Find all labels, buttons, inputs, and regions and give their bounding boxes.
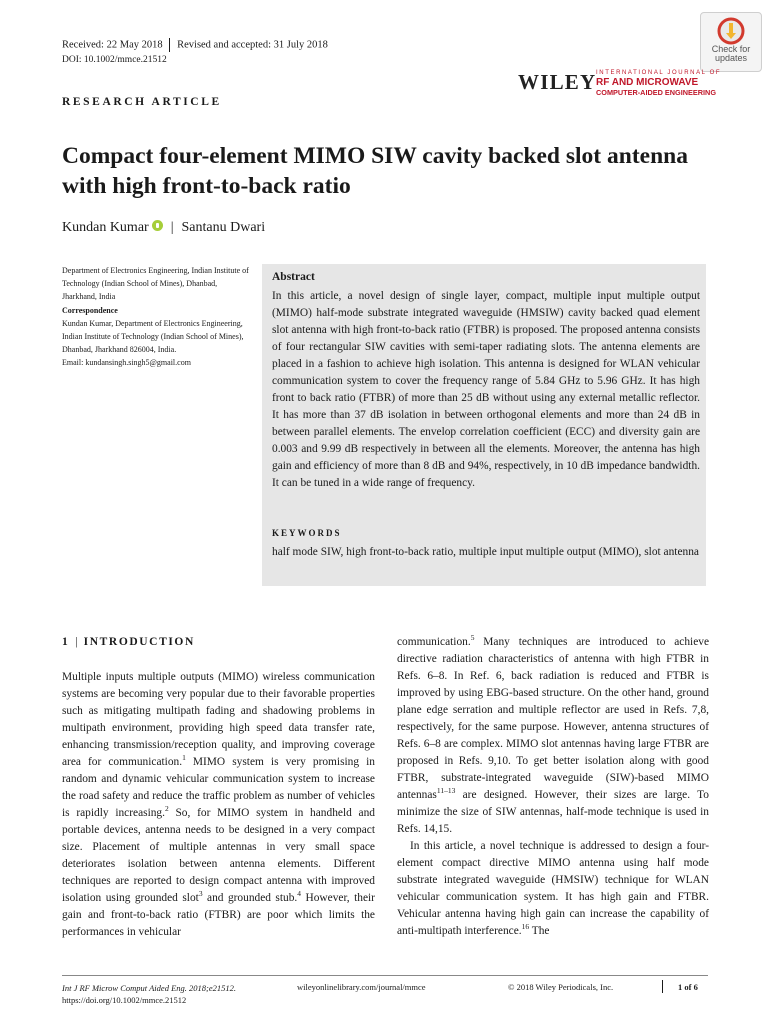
paragraph-text: Multiple inputs multiple outputs (MIMO) wireless communication systems are becoming very popular due to their favorable properties such as mitigating multipath fading and shadowing problems in multipath environment, providing high speed data transfer rate, enhancing transmission/reception quality, and improving coverage area for communication. <box>62 671 375 768</box>
paragraph-text: communication. <box>397 636 471 648</box>
citation-ref[interactable]: 11–13 <box>436 786 456 796</box>
paragraph-text: So, for MIMO system in handheld and portable devices, antenna needs to be designed in a very compact size. Placement of multiple antennas in very small space deteriorates isolation between antenna elements. Different techniques are reported to design compact antenna with improved isolation using grounded slot <box>62 807 375 904</box>
footer-citation-journal: Int J RF Microw Comput Aided Eng. 2018;e21512. <box>62 983 236 993</box>
citation-ref[interactable]: 2 <box>164 804 169 814</box>
citation-ref[interactable]: 5 <box>470 633 475 643</box>
page-number: 1 of 6 <box>678 982 698 992</box>
footer-copyright: © 2018 Wiley Periodicals, Inc. <box>508 982 614 992</box>
footer-divider <box>662 980 663 993</box>
article-dates <box>62 38 328 52</box>
footer-citation <box>62 982 236 1006</box>
citation-ref[interactable]: 3 <box>198 889 203 899</box>
paragraph-text: Many techniques are introduced to achieve directive radiation characteristics of antenna with high FTBR in Refs. 6–8. In Ref. 6, back radiation is reduced and FTBR is improved by using EBG-based structure. On the other hand, ground plane edge serration and multiple reflector are used in Refs. 7,8, respectively, for the same purpose. However, antenna structures of Refs. 6–8 are complex. MIMO slot antennas having large FTBR are proposed in Refs. 9,10. To get better isolation along with good FTBR, substrate-integrated waveguide (SIW)-based MIMO antennas <box>397 636 709 801</box>
abstract-text: In this article, a novel design of single layer, compact, multiple input multiple output (MIMO) half-mode substrate integrated waveguide (HMSIW) cavity backed quad element slot antenna with high front-to-back ratio (FTBR) is proposed. The proposed antenna consists of four rectangular SIW cavities with semi-taper radiating slots. The antenna elements are placed in a fashion to achieve high isolation. This antenna is designed for WLAN vehicular communication system to cover the frequency range of 5.84 GHz to 5.96 GHz. It has high front to back ratio (FTBR) of more than 25 dB without using any external metallic reflector. It has more than 37 dB isolation in between orthogonal elements and more than 24 dB in between parallel elements. The envelop correlation coefficient (ECC) and diversity gain are 0.003 and 9.99 dB respectively in between all the elements. Moreover, the antenna has high gain and efficiency of more than 8 dB and 94%, respectively, in 10 dB impedance bandwidth. It can be tuned in a wide range of frequency. <box>272 290 700 489</box>
paragraph-text: MIMO system is very promising in random and dynamic vehicular communication system to increase the road safety and reduce the traffic problem as number of vehicles is rapidly increasing. <box>62 756 375 819</box>
affiliation-column <box>62 264 252 369</box>
section-heading <box>62 636 195 648</box>
orcid-icon[interactable] <box>152 220 163 231</box>
footer-website[interactable]: wileyonlinelibrary.com/journal/mmce <box>297 982 426 992</box>
check-updates-label-1: Check for <box>711 44 751 54</box>
abstract-heading: Abstract <box>272 271 315 283</box>
body-column-right <box>397 634 709 940</box>
correspondence-email[interactable]: Email: kundansingh.singh5@gmail.com <box>62 358 191 367</box>
journal-name-line1: INTERNATIONAL JOURNAL OF <box>596 70 722 76</box>
section-title: INTRODUCTION <box>83 636 195 648</box>
affiliation-department: Department of Electronics Engineering, Indian Institute of Technology (Indian School of Mines), Dhanbad, Jharkhand, India <box>62 266 249 301</box>
check-updates-label-2: updates <box>714 53 748 63</box>
author-name[interactable]: Kundan Kumar <box>62 220 149 235</box>
keywords-text: half mode SIW, high front-to-back ratio, multiple input multiple output (MIMO), slot antenna <box>272 546 699 558</box>
correspondence-address: Kundan Kumar, Department of Electronics Engineering, Indian Institute of Technology (Indian School of Mines), Dhanbad, Jharkhand 826004, India. <box>62 319 244 354</box>
journal-name-line3: COMPUTER-AIDED ENGINEERING <box>596 88 716 97</box>
publisher-logo: WILEY <box>518 70 597 94</box>
paragraph-text: and grounded stub. <box>202 892 298 904</box>
paragraph-text: are designed. However, their sizes are large. To minimize the size of SIW antennas, half-mode technique is used in Refs. 14,15. <box>397 789 709 835</box>
paragraph-text: The <box>529 925 550 937</box>
paragraph <box>62 669 375 941</box>
citation-ref[interactable]: 1 <box>182 753 186 763</box>
footer-rule <box>62 975 708 976</box>
article-type: RESEARCH ARTICLE <box>62 96 222 108</box>
section-number: 1 <box>62 636 70 648</box>
body-column-left <box>62 669 375 941</box>
journal-name-line2: RF AND MICROWAVE <box>596 77 699 88</box>
correspondence-heading: Correspondence <box>62 306 118 315</box>
check-for-updates-badge[interactable] <box>700 12 762 72</box>
paragraph <box>397 838 709 940</box>
article-title: Compact four-element MIMO SIW cavity backed slot antenna with high front-to-back ratio <box>62 143 688 199</box>
article-doi: DOI: 10.1002/mmce.21512 <box>62 55 167 65</box>
paragraph <box>397 634 709 838</box>
received-date: Received: 22 May 2018 <box>62 39 163 51</box>
journal-logo <box>596 70 721 97</box>
keywords-heading: KEYWORDS <box>272 528 342 538</box>
paragraph-text: In this article, a novel technique is addressed to design a four-element compact directive MIMO antenna using half mode substrate integrated waveguide (HMSIW) technique for WLAN vehicular communication system. It has high gain and FTBR. Vehicular antenna having high gain can increase the capability of anti-multipath interference. <box>397 840 709 937</box>
citation-ref[interactable]: 4 <box>297 889 302 899</box>
author-list <box>62 220 265 236</box>
revised-date: Revised and accepted: 31 July 2018 <box>177 39 328 51</box>
author-separator: | <box>170 220 174 235</box>
date-divider <box>169 38 171 52</box>
paragraph-text: However, their gain and front-to-back ratio (FTBR) are poor which limits the performances in vehicular <box>62 892 375 938</box>
section-bar: | <box>75 636 78 648</box>
footer-citation-doi[interactable]: https://doi.org/10.1002/mmce.21512 <box>62 995 187 1005</box>
citation-ref[interactable]: 16 <box>521 922 530 932</box>
check-updates-icon <box>717 17 745 45</box>
author-name[interactable]: Santanu Dwari <box>181 220 266 235</box>
